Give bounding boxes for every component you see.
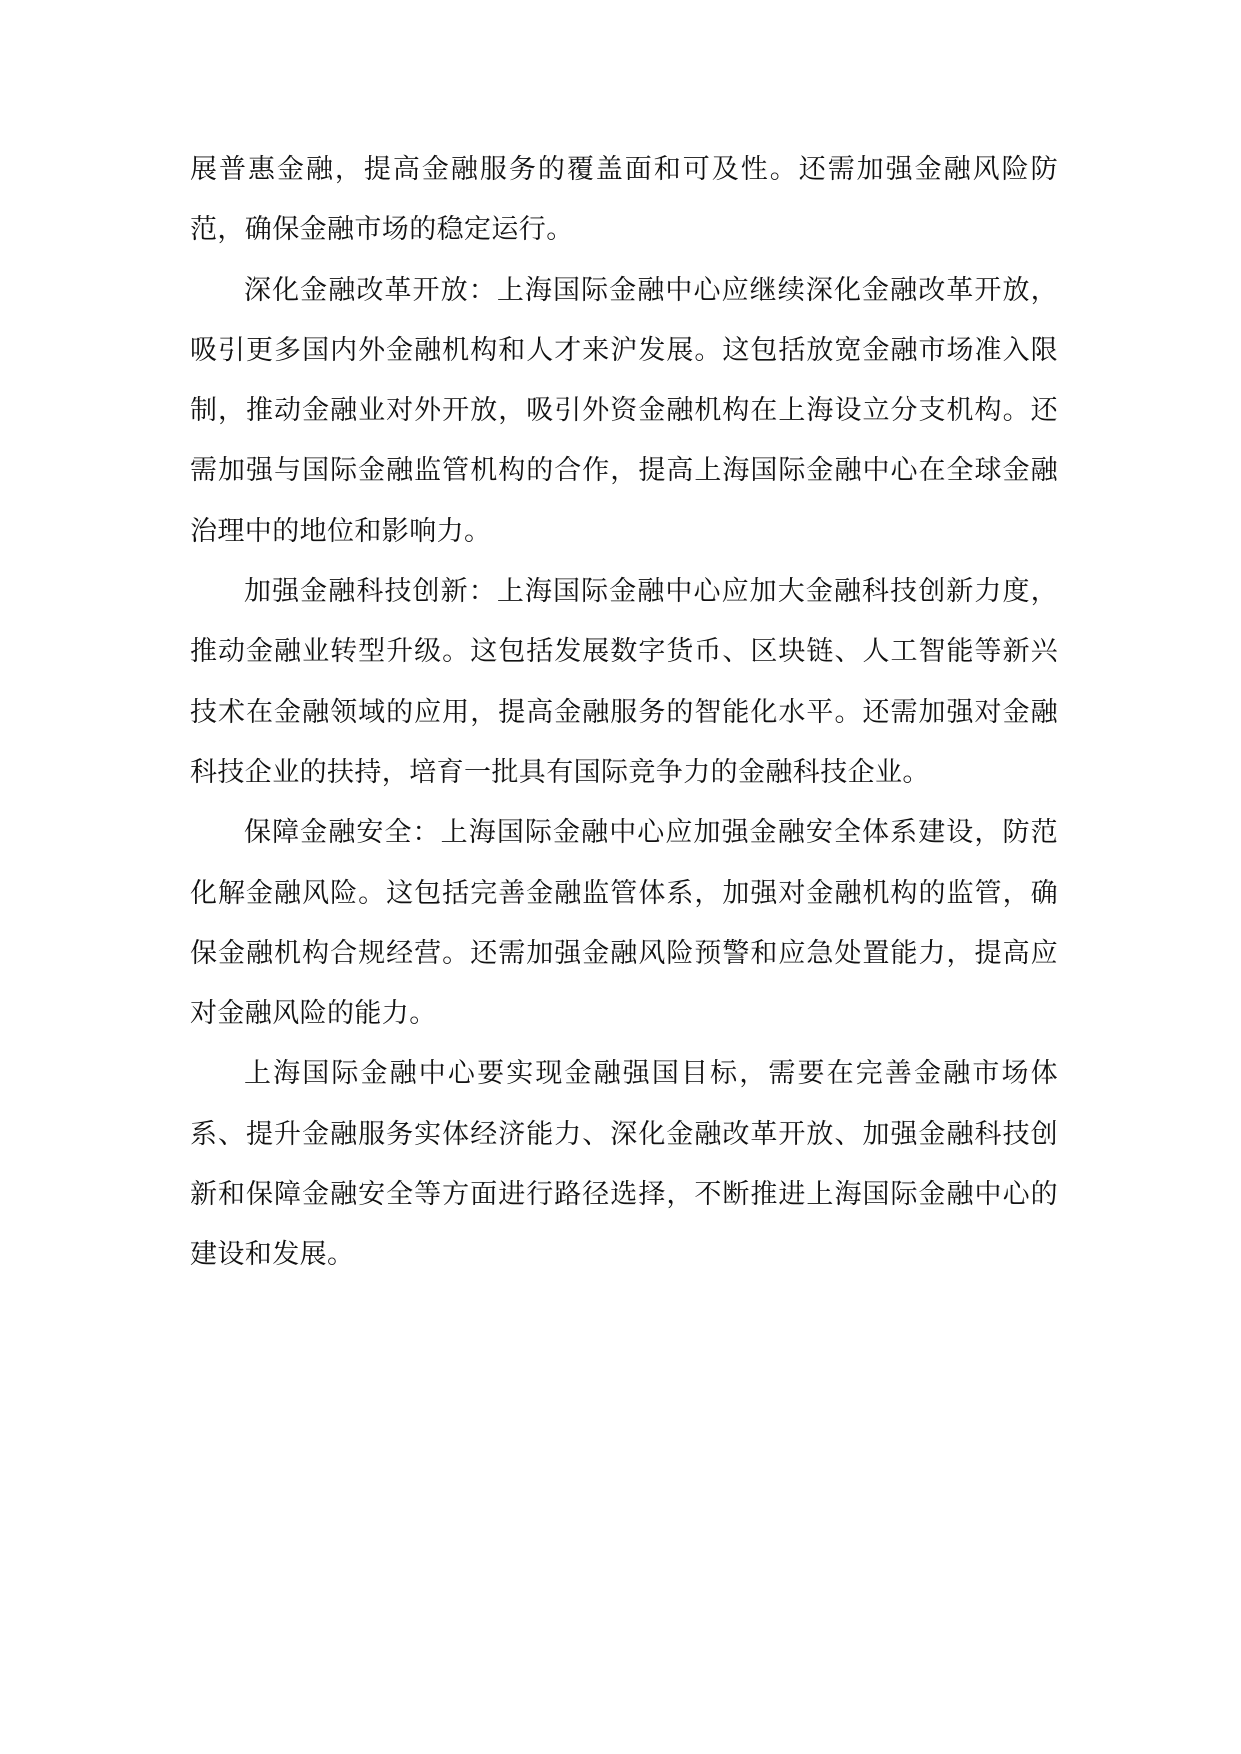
- paragraph-4: 保障金融安全：上海国际金融中心应加强金融安全体系建设，防范化解金融风险。这包括完善金融监管体系，加强对金融机构的监管，确保金融机构合规经营。还需加强金融风险预警和应急处置能力，提高应对金融风险的能力。: [190, 817, 1058, 1030]
- paragraph-5: 上海国际金融中心要实现金融强国目标，需要在完善金融市场体系、提升金融服务实体经济能力、深化金融改革开放、加强金融科技创新和保障金融安全等方面进行路径选择，不断推进上海国际金融中心的建设和发展。: [190, 1058, 1058, 1271]
- paragraph-2: 深化金融改革开放：上海国际金融中心应继续深化金融改革开放，吸引更多国内外金融机构和人才来沪发展。这包括放宽金融市场准入限制，推动金融业对外开放，吸引外资金融机构在上海设立分支机构。还需加强与国际金融监管机构的合作，提高上海国际金融中心在全球金融治理中的地位和影响力。: [190, 274, 1058, 547]
- paragraph-3: 加强金融科技创新：上海国际金融中心应加大金融科技创新力度，推动金融业转型升级。这包括发展数字货币、区块链、人工智能等新兴技术在金融领域的应用，提高金融服务的智能化水平。还需加强对金融科技企业的扶持，培育一批具有国际竞争力的金融科技企业。: [190, 576, 1058, 788]
- paragraph-1: 展普惠金融，提高金融服务的覆盖面和可及性。还需加强金融风险防范，确保金融市场的稳定运行。: [190, 154, 1058, 246]
- document-body: [190, 140, 1058, 1286]
